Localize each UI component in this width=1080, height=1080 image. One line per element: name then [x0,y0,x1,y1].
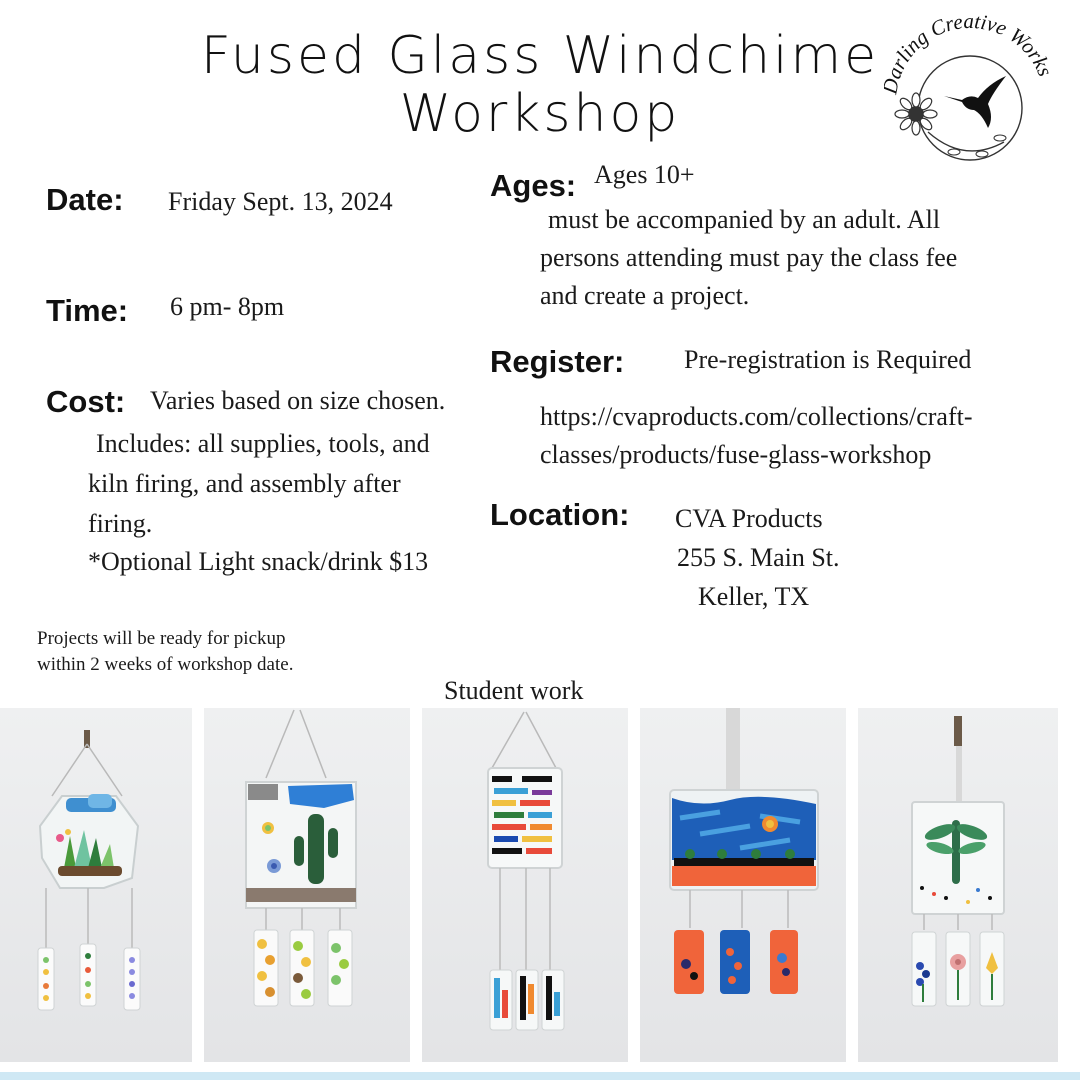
page-title-line2: Workshop [399,84,681,144]
logo-name: arling Creative Work [884,14,1054,82]
location-label: Location: [490,497,630,532]
location-line1: CVA Products [675,504,823,533]
ages-label: Ages: [490,168,577,203]
ages-line1: must be accompanied by an adult. All [548,205,941,234]
bottom-accent-bar [0,1072,1080,1080]
register-label: Register: [490,344,625,379]
ages-line2: persons attending must pay the class fee [540,243,958,272]
logo [884,14,1054,174]
hummingbird-icon [944,76,1006,128]
pickup-note-line2: within 2 weeks of workshop date. [37,654,294,675]
time-value: 6 pm- 8pm [170,292,285,321]
cost-line5: *Optional Light snack/drink $13 [88,547,429,576]
ages-value: Ages 10+ [594,160,695,189]
cost-line3: kiln firing, and assembly after [88,469,401,498]
cost-line1: Varies based on size chosen. [150,386,446,415]
photo-sunset-windchime [640,708,846,1062]
register-url-line1[interactable]: https://cvaproducts.com/collections/craft- [540,402,973,431]
photo-cactus-windchime [204,708,410,1062]
date-value: Friday Sept. 13, 2024 [168,187,393,216]
ages-line3: and create a project. [540,281,750,310]
cost-line2: Includes: all supplies, tools, and [96,429,430,458]
sunflower-icon [895,93,937,135]
photo-dragonfly-windchime [858,708,1058,1062]
location-line3: Keller, TX [698,582,810,611]
register-value: Pre-registration is Required [684,345,972,374]
pickup-note-line1: Projects will be ready for pickup [37,628,286,649]
date-label: Date: [46,182,124,217]
photo-succulent-windchime [0,708,192,1062]
student-work-gallery [0,708,1080,1064]
register-url-line2[interactable]: classes/products/fuse-glass-workshop [540,440,932,469]
cost-label: Cost: [46,384,126,419]
page-title: Fused Glass Windchime [200,26,880,86]
photo-stripes-windchime [422,708,628,1062]
gallery-caption: Student work [444,676,584,705]
time-label: Time: [46,293,129,328]
location-line2: 255 S. Main St. [677,543,840,572]
cost-line4: firing. [88,509,153,538]
